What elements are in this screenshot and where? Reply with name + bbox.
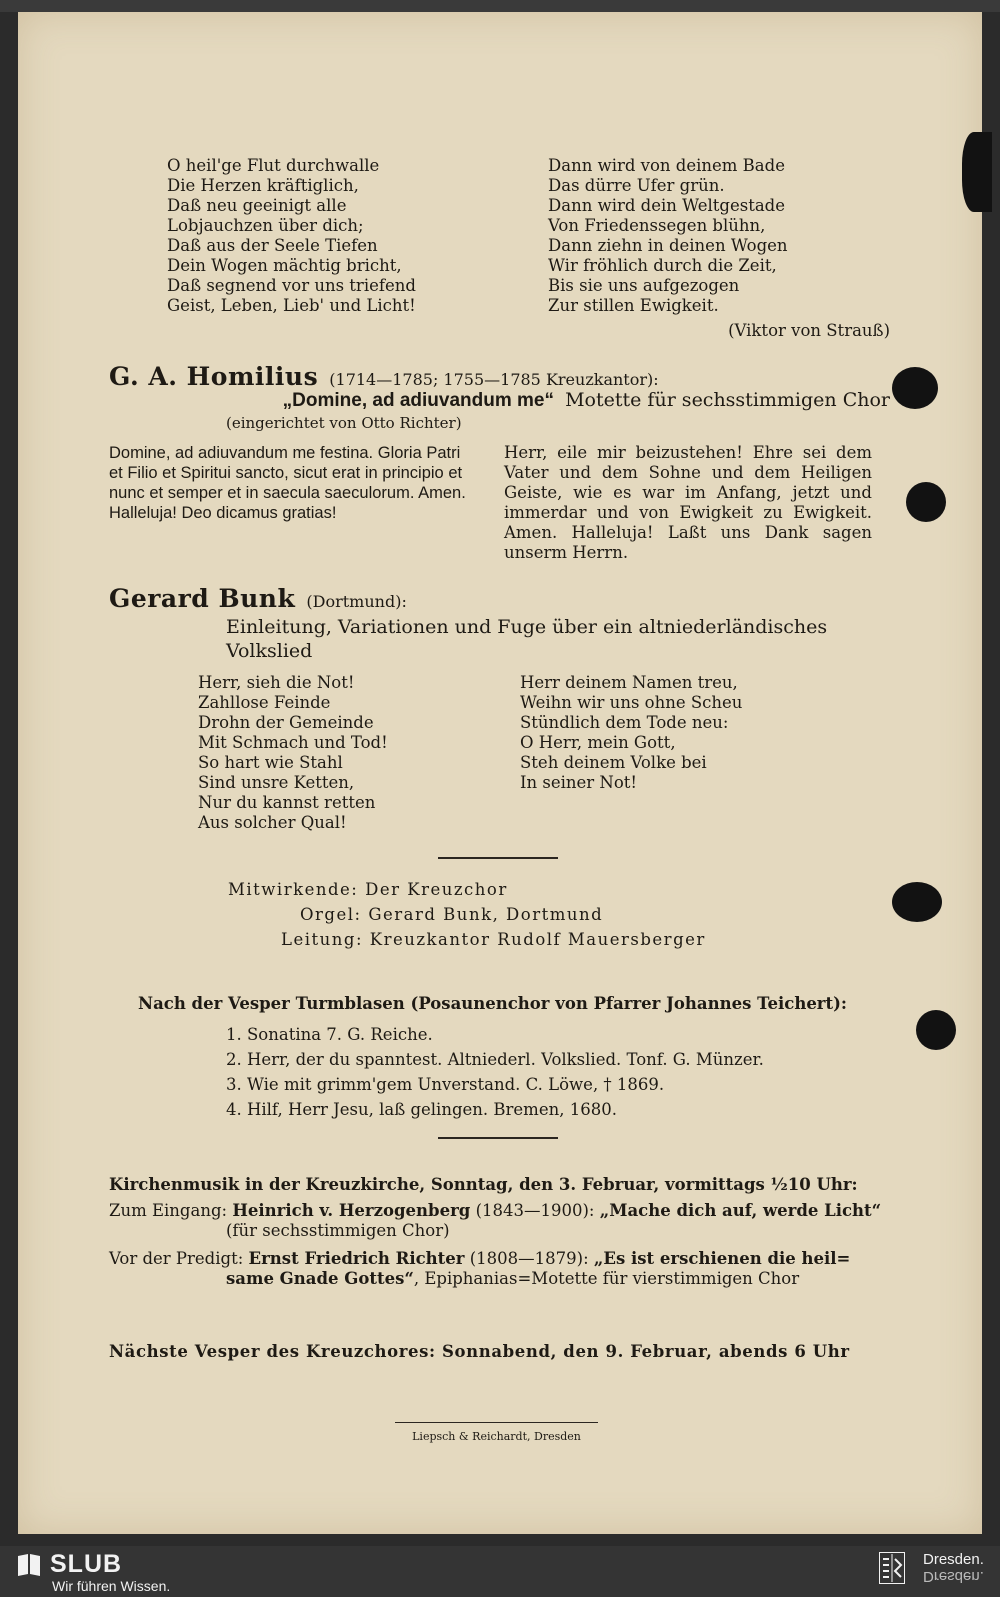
program-page [18,12,982,1534]
german-translation: Herr, eile mir beizustehen! Ehre sei dem Vater und dem Sohne und dem Heiligen Geiste, wie es war im Anfang, jetzt und immerdar und von Ewigkeit zu Ewigkeit. Amen. Halleluja! Laßt uns Dank sagen unserm Herrn. [504,443,872,562]
list-item: 3. Wie mit grimm'gem Unverstand. C. Löwe, † 1869. [226,1075,665,1094]
verse-line: Die Herzen kräftiglich, [167,176,359,195]
printer-imprint: Liepsch & Reichardt, Dresden [412,1430,581,1443]
composer-heading-homilius [109,362,659,391]
dresden-label[interactable] [923,1552,984,1584]
verse-line: Drohn der Gemeinde [198,713,374,732]
verse-line: Steh deinem Volke bei [520,753,707,772]
entry-note: (für sechsstimmigen Chor) [226,1221,450,1240]
entry-work: „Mache dich auf, werde Licht“ [599,1201,882,1220]
ink-blot [892,367,938,409]
ink-blot [916,1010,956,1050]
slub-footer [0,1546,1000,1597]
entry-line [109,1201,881,1220]
verse-line: Von Friedenssegen blühn, [548,216,766,235]
verse-line: Herr deinem Namen treu, [520,673,738,692]
slub-brand[interactable]: SLUB [50,1550,123,1578]
verse-line: Dann ziehn in deinen Wogen [548,236,788,255]
verse-line: Sind unsre Ketten, [198,773,355,792]
printer-rule [395,1422,598,1423]
work-title [226,615,827,663]
divider [438,857,558,859]
scan-top-edge [0,0,1000,12]
verse-line: Lobjauchzen über dich; [167,216,364,235]
verse-line: Dann wird dein Weltgestade [548,196,786,215]
entry-composer: Heinrich v. Herzogenberg [232,1201,471,1220]
verse-line: O heil'ge Flut durchwalle [167,156,380,175]
work-title: „Domine, ad adiuvandum me“ [282,390,554,411]
verse-line: Dann wird von deinem Bade [548,156,785,175]
verse-line: O Herr, mein Gott, [520,733,676,752]
list-item: 1. Sonatina 7. G. Reiche. [226,1025,433,1044]
hymn-left-column [198,673,388,833]
performers-line: Leitung: Kreuzkantor Rudolf Mauersberger [281,930,706,949]
composer-heading-bunk [109,584,407,613]
verse-line: In seiner Not! [520,773,638,792]
verse-line: Wir fröhlich durch die Zeit, [548,256,777,275]
verse-line: Daß neu geeinigt alle [167,196,347,215]
sermon-line [109,1249,850,1268]
verse-line: Aus solcher Qual! [198,813,347,832]
sermon-composer: Ernst Friedrich Richter [248,1249,465,1268]
verse-line: Dein Wogen mächtig bricht, [167,256,402,275]
sermon-work-cont: same Gnade Gottes“ [226,1269,414,1288]
turmblasen-heading: Nach der Vesper Turmblasen (Posaunenchor von Pfarrer Johannes Teichert): [138,994,848,1013]
sermon-label: Vor der Predigt: [109,1249,244,1268]
verse-line: Bis sie uns aufgezogen [548,276,740,295]
composer-name: G. A. Homilius [109,362,319,391]
verse-line: Herr, sieh die Not! [198,673,355,692]
sermon-dates: (1808—1879): [469,1249,589,1268]
book-icon [16,1551,42,1582]
performers-line: Orgel: Gerard Bunk, Dortmund [300,905,604,924]
ink-blot [906,482,946,522]
verse-line: Zahllose Feinde [198,693,331,712]
verse-line: Nur du kannst retten [198,793,376,812]
turmblasen-list [226,1022,764,1122]
slub-tagline: Wir führen Wissen. [52,1578,171,1594]
verse-line: Daß aus der Seele Tiefen [167,236,378,255]
hymn-right-column [520,673,742,793]
next-vesper: Nächste Vesper des Kreuzchores: Sonnabend, den 9. Februar, abends 6 Uhr [109,1342,850,1361]
poem-author: (Viktor von Strauß) [728,321,890,340]
kirchenmusik-heading: Kirchenmusik in der Kreuzkirche, Sonntag, den 3. Februar, vormittags ½10 Uhr: [109,1175,858,1194]
latin-text: Domine, ad adiuvandum me festina. Gloria Patri et Filio et Spiritui sancto, sicut erat in principio et nunc et semper et in saecula saeculorum. Amen. Halleluja! Deo dicamus gratias! [109,444,466,522]
poem-right-column [548,156,788,316]
composer-name: Gerard Bunk [109,584,296,613]
entry-label: Zum Eingang: [109,1201,228,1220]
sermon-work: „Es ist erschienen die heil= [593,1249,851,1268]
verse-line: Weihn wir uns ohne Scheu [520,693,743,712]
work-title-line: Einleitung, Variationen und Fuge über ein altniederländisches [226,616,828,638]
ink-blot [892,882,942,922]
page-edge-tear [962,132,992,212]
work-type: Motette für sechsstimmigen Chor [565,389,890,411]
list-item: 4. Hilf, Herr Jesu, laß gelingen. Bremen, 1680. [226,1100,617,1119]
verse-line: Geist, Leben, Lieb' und Licht! [167,296,416,315]
performers-block [228,877,748,952]
verse-line: Daß segnend vor uns triefend [167,276,416,295]
performers-line: Mitwirkende: Der Kreuzchor [228,880,508,899]
poem-left-column [167,156,416,316]
verse-line: Zur stillen Ewigkeit. [548,296,719,315]
arrangement-note: (eingerichtet von Otto Richter) [226,414,462,432]
entry-dates: (1843—1900): [475,1201,595,1220]
sermon-line-2 [226,1269,799,1288]
divider [438,1137,558,1139]
verse-line: Mit Schmach und Tod! [198,733,388,752]
dresden-label-text: Dresden. [923,1551,984,1568]
composer-dates: (1714—1785; 1755—1785 Kreuzkantor): [329,370,659,389]
verse-line: So hart wie Stahl [198,753,343,772]
work-title-line [283,389,890,412]
work-title-line: Volkslied [226,640,313,662]
dresden-label-reflection: Dresden. [923,1568,984,1585]
list-item: 2. Herr, der du spanntest. Altniederl. Volkslied. Tonf. G. Münzer. [226,1050,764,1069]
sermon-note: , Epiphanias=Motette für vierstimmigen Chor [413,1269,800,1288]
verse-line: Das dürre Ufer grün. [548,176,725,195]
dresden-crest-icon [879,1552,905,1584]
composer-city: (Dortmund): [306,592,407,611]
verse-line: Stündlich dem Tode neu: [520,713,729,732]
